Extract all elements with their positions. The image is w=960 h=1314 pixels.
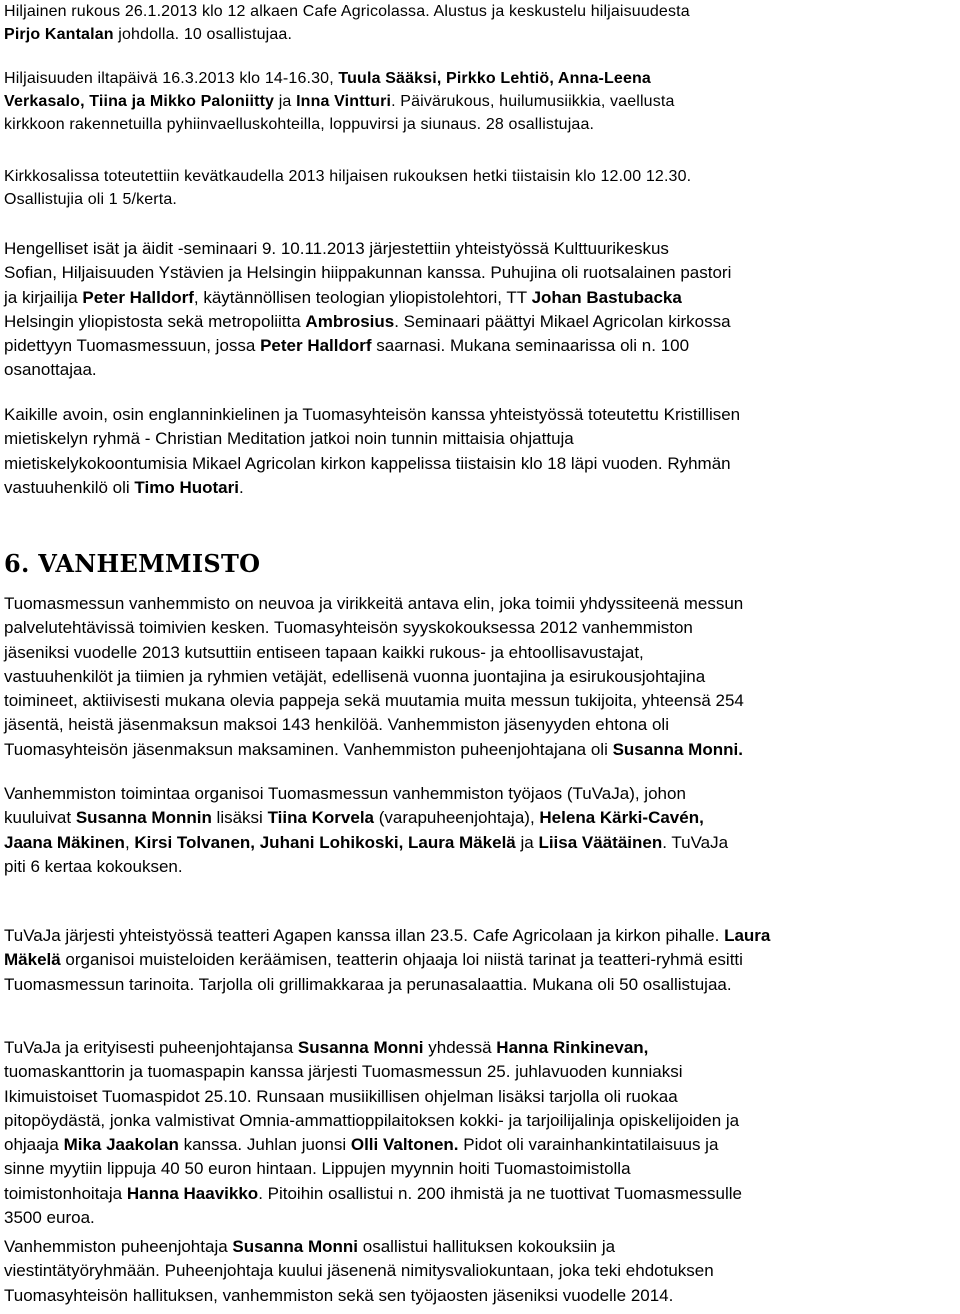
text-run: pitopöydästä, jonka valmistivat Omnia-ammattioppilaitoksen kokki- ja tarjoilijalinja opiskelijoiden ja: [4, 1110, 740, 1130]
text-line: [4, 948, 770, 972]
text-line: [4, 806, 728, 830]
text-line: [4, 1235, 714, 1259]
text-run: . Päivärukous, huilumusiikkia, vaellusta: [391, 93, 675, 110]
bold-name: Mika Jaakolan: [63, 1135, 179, 1155]
text-run: Hiljaisuuden iltapäivä 16.3.2013 klo 14-16.30,: [4, 70, 339, 87]
text-line: [4, 1060, 742, 1084]
text-run: Helsingin yliopistosta sekä metropoliitta: [4, 311, 306, 331]
paragraph-rukous: [4, 0, 690, 46]
text-run: toimistonhoitaja: [4, 1183, 127, 1203]
paragraph-tuvaja: [4, 782, 728, 879]
text-line: [4, 641, 744, 665]
text-run: . Seminaari päättyi Mikael Agricolan kirkossa: [394, 311, 731, 331]
paragraph-meditation: [4, 403, 740, 500]
text-run: saarnasi. Mukana seminaarissa oli n. 100: [371, 336, 690, 356]
text-line: [4, 689, 744, 713]
text-line: [4, 90, 675, 113]
text-run: ohjaaja: [4, 1135, 64, 1155]
text-run: TuVaJa järjesti yhteistyössä teatteri Agapen kanssa illan 23.5. Cafe Agricolaan ja kirkon pihalle.: [4, 926, 725, 945]
text-line: [4, 286, 731, 310]
text-line: [4, 924, 770, 948]
bold-name: Verkasalo, Tiina ja Mikko Paloniitty: [4, 93, 275, 110]
text-line: [4, 403, 740, 427]
paragraph-hallitus: [4, 1235, 714, 1308]
text-run: kuuluivat: [4, 808, 76, 828]
text-line: [4, 23, 690, 46]
text-run: Osallistujia oli 1 5/kerta.: [4, 191, 178, 208]
text-line: [4, 427, 740, 451]
bold-name: Hanna Haavikko: [126, 1183, 259, 1203]
text-run: Sofian, Hiljaisuuden Ystävien ja Helsingin hiippakunnan kanssa. Puhujina oli ruotsalainen pastori: [4, 263, 732, 283]
bold-name: Susanna Monni.: [612, 739, 743, 759]
bold-name: Mäkelä: [4, 950, 61, 970]
text-run: Hengelliset isät ja äidit -seminaari 9. 10.11.2013 järjestettiin yhteistyössä Kulttuurikeskus: [4, 239, 669, 258]
bold-name: Susanna Monni: [232, 1237, 359, 1256]
text-run: . TuVaJa: [662, 832, 729, 852]
text-run: Kirkkosalissa toteutettiin kevätkaudella 2013 hiljaisen rukouksen hetki tiistaisin klo 12.00 12.30.: [4, 168, 692, 185]
bold-name: Peter Halldorf: [82, 287, 194, 307]
text-run: (varapuheenjohtaja),: [374, 808, 540, 828]
text-line: [4, 831, 728, 855]
text-run: jäsentä, heistä jäsenmaksun maksoi 143 henkilöä. Vanhemmiston jäsenyyden ehtona oli: [4, 715, 669, 735]
text-line: [4, 1182, 742, 1206]
text-run: Tuomasyhteisön hallituksen, vanhemmiston sekä sen työjaosten jäseniksi vuodelle 2014.: [4, 1285, 674, 1305]
text-run: mietiskelykokoontumisia Mikael Agricolan kirkon kappelissa tiistaisin klo 18 läpi vuoden. Ryhmän: [4, 453, 731, 473]
text-run: pidettyyn Tuomasmessuun, jossa: [4, 336, 261, 356]
text-line: [4, 1284, 714, 1308]
bold-name: Timo Huotari: [134, 477, 239, 497]
text-line: [4, 1109, 742, 1133]
text-run: toimineet, aktiivisesti mukana olevia pappeja sekä muutamia muita messun tukijoita, yhteensä 254: [4, 691, 744, 711]
text-run: Vanhemmiston puheenjohtaja: [4, 1237, 233, 1256]
text-run: Tuomasmessun vanhemmisto on neuvoa ja virikkeitä antava elin, joka toimii yhdyssiteenä messun: [4, 594, 744, 613]
text-line: [4, 261, 731, 285]
text-line: [4, 782, 728, 806]
text-run: ja kirjailija: [4, 287, 83, 307]
text-run: Tuomasyhteisön jäsenmaksun maksaminen. Vanhemmiston puheenjohtajana oli: [4, 739, 613, 759]
text-run: organisoi muisteloiden keräämisen, teatterin ohjaaja loi niistä tarinat ja teatteri-ryhmä esitti: [60, 950, 743, 970]
text-line: [4, 665, 744, 689]
bold-name: Kirsi Tolvanen, Juhani Lohikoski, Laura Mäkelä: [134, 832, 516, 852]
text-line: [4, 113, 675, 136]
text-run: TuVaJa ja erityisesti puheenjohtajansa: [4, 1038, 298, 1057]
text-run: osallistui hallituksen kokouksiin ja: [358, 1237, 616, 1256]
text-run: tuomaskanttorin ja tuomaspapin kanssa järjesti Tuomasmessun 25. juhlavuoden kunniaksi: [4, 1062, 683, 1082]
text-line: [4, 237, 731, 261]
text-line: [4, 1085, 742, 1109]
text-run: sinne myytiin lippuja 40 50 euron hintaan. Lippujen myynnin hoiti Tuomastoimistolla: [4, 1159, 631, 1179]
text-run: . Pitoihin osallistui n. 200 ihmistä ja ne tuottivat Tuomasmessulle: [258, 1183, 742, 1203]
text-run: vastuuhenkilö oli: [4, 477, 135, 497]
text-line: [4, 1036, 742, 1060]
text-line: [4, 165, 691, 188]
section-heading: 6. VANHEMMISTO: [4, 549, 261, 578]
text-line: [4, 592, 744, 616]
text-line: [4, 310, 731, 334]
text-run: ja: [515, 832, 539, 852]
text-line: [4, 334, 731, 358]
bold-name: Helena Kärki-Cavén,: [539, 808, 704, 828]
bold-name: Tiina Korvela: [267, 808, 375, 828]
text-line: [4, 738, 744, 762]
text-run: palvelutehtävissä toimivien kesken. Tuomasyhteisön syyskokouksessa 2012 vanhemmiston: [4, 618, 693, 638]
text-line: [4, 67, 675, 90]
paragraph-seminaari: [4, 237, 731, 383]
bold-name: Peter Halldorf: [260, 336, 372, 356]
text-run: ja: [274, 93, 297, 110]
text-line: [4, 476, 740, 500]
text-line: [4, 188, 691, 211]
text-run: piti 6 kertaa kokouksen.: [4, 856, 183, 876]
text-run: Vanhemmiston toimintaa organisoi Tuomasmessun vanhemmiston työjaos (TuVaJa), johon: [4, 784, 686, 803]
text-run: vastuuhenkilöt ja tiimien ja ryhmien vetäjät, edellisenä vuonna juontajina ja esirukousjohtajina: [4, 666, 706, 686]
paragraph-vanhemmisto: [4, 592, 744, 762]
text-line: [4, 1206, 742, 1230]
text-line: [4, 1259, 714, 1283]
paragraph-juhla: [4, 1036, 742, 1230]
text-line: [4, 452, 740, 476]
bold-name: Pirjo Kantalan: [4, 26, 114, 43]
text-run: kirkkoon rakennetuilla pyhiinvaelluskohteilla, loppuvirsi ja siunaus. 28 osallistujaa.: [4, 116, 595, 133]
bold-name: Olli Valtonen.: [350, 1135, 459, 1155]
text-run: .: [238, 477, 244, 497]
text-run: Hiljainen rukous 26.1.2013 klo 12 alkaen Cafe Agricolassa. Alustus ja keskustelu hiljaisuudesta: [4, 3, 690, 20]
bold-name: Susanna Monnin: [75, 808, 212, 828]
bold-name: Jaana Mäkinen: [4, 832, 125, 852]
text-line: [4, 973, 770, 997]
text-run: ,: [124, 832, 135, 852]
bold-name: Inna Vintturi: [296, 93, 392, 110]
bold-name: Susanna Monni: [297, 1038, 424, 1057]
text-run: jäseniksi vuodelle 2013 kutsuttiin entiseen tapaan kaikki rukous- ja ehtoollisavustajat,: [4, 642, 644, 662]
text-line: [4, 616, 744, 640]
text-run: viestintätyöryhmään. Puheenjohtaja kuului jäsenenä nimitysvaliokuntaan, joka teki ehdotuksen: [4, 1261, 714, 1281]
text-run: , käytännöllisen teologian yliopistolehtori, TT: [193, 287, 532, 307]
text-line: [4, 713, 744, 737]
text-run: yhdessä: [423, 1038, 497, 1057]
text-line: [4, 0, 690, 23]
text-run: Tuomasmessun tarinoita. Tarjolla oli grillimakkaraa ja perunasalaattia. Mukana oli 50 osallistujaa.: [4, 974, 732, 994]
text-run: Ikimuistoiset Tuomaspidot 25.10. Runsaan musiikillisen ohjelman lisäksi tarjolla oli ruokaa: [4, 1086, 678, 1106]
text-run: 3500 euroa.: [4, 1208, 95, 1228]
text-line: [4, 1133, 742, 1157]
bold-name: Johan Bastubacka: [531, 287, 682, 307]
paragraph-teatteri: [4, 924, 770, 997]
text-run: lisäksi: [211, 808, 268, 828]
text-line: [4, 1157, 742, 1181]
bold-name: Laura: [724, 926, 771, 945]
text-run: osanottajaa.: [4, 360, 97, 380]
text-run: Kaikille avoin, osin englanninkielinen ja Tuomasyhteisön kanssa yhteistyössä toteutettu Kristillisen: [4, 405, 741, 424]
text-line: [4, 358, 731, 382]
bold-name: Ambrosius: [305, 311, 395, 331]
text-run: kanssa. Juhlan juonsi: [178, 1135, 351, 1155]
bold-name: Tuula Sääksi, Pirkko Lehtiö, Anna-Leena: [338, 70, 651, 87]
bold-name: Hanna Rinkinevan,: [496, 1038, 649, 1057]
text-run: johdolla. 10 osallistujaa.: [113, 26, 293, 43]
text-line: [4, 855, 728, 879]
paragraph-kirkkosali: [4, 165, 691, 211]
text-run: mietiskelyn ryhmä - Christian Meditation jatkoi noin tunnin mittaisia ohjattuja: [4, 429, 574, 449]
paragraph-iltapaiva: [4, 67, 675, 136]
bold-name: Liisa Väätäinen: [538, 832, 663, 852]
text-run: Pidot oli varainhankintatilaisuus ja: [458, 1135, 719, 1155]
